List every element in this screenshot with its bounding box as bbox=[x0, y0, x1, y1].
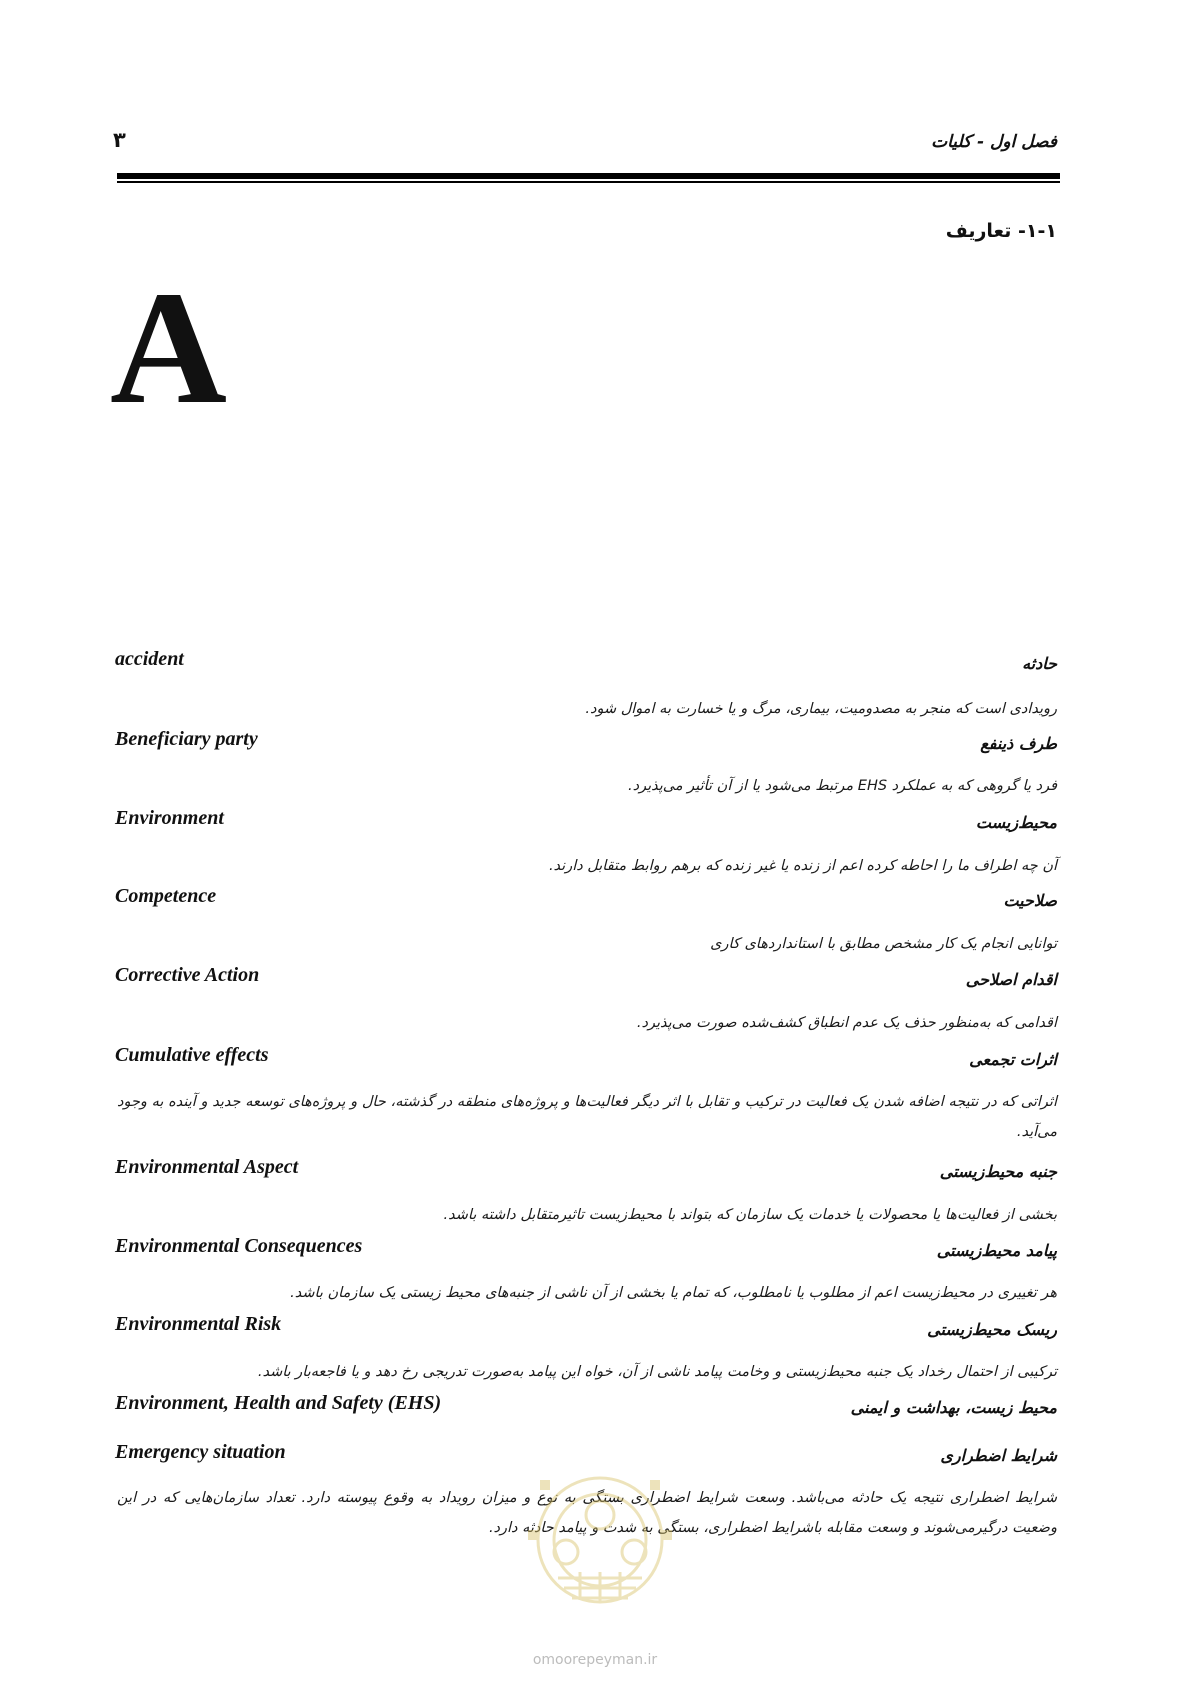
term-english: Corrective Action bbox=[115, 964, 260, 986]
section-heading: ۱-۱- تعاریف bbox=[945, 220, 1057, 242]
term-persian: محیط زیست، بهداشت و ایمنی bbox=[850, 1398, 1057, 1417]
header-rule-thick bbox=[117, 173, 1060, 179]
term-english: Cumulative effects bbox=[115, 1044, 269, 1066]
term-persian: صلاحیت bbox=[1003, 891, 1057, 910]
term-definition: شرایط اضطراری نتیجه یک حادثه می‌باشد. وسعت شرایط اضطراری بستگی به نوع و میزان رویداد به وقوع پیوسته دارد. تعداد سازمان‌هایی که در این وضعیت درگیرمی‌شوند و وسعت مقابله باشرایط اضطراری، بستگی به شدت و پیامد حادثه دارد. bbox=[117, 1490, 1057, 1536]
term-english: accident bbox=[115, 648, 184, 670]
term-definition: بخشی از فعالیت‌ها یا محصولات یا خدمات یک سازمان که بتواند با محیط‌زیست تاثیرمتقابل داشته باشد. bbox=[443, 1207, 1057, 1223]
term-english: Emergency situation bbox=[115, 1441, 286, 1463]
term-persian: محیط‌زیست bbox=[975, 813, 1057, 832]
term-persian: شرایط اضطراری bbox=[940, 1446, 1057, 1465]
term-definition: رویدادی است که منجر به مصدومیت، بیماری، مرگ و یا خسارت به اموال شود. bbox=[585, 701, 1057, 717]
page-number: ۳ bbox=[113, 128, 126, 152]
term-english: Environmental Consequences bbox=[115, 1235, 363, 1257]
term-definition: ترکیبی از احتمال رخداد یک جنبه محیط‌زیستی و وخامت پیامد ناشی از آن، خواه این پیامد به‌صورت تدریجی رخ دهد و یا فاجعه‌بار باشد. bbox=[257, 1364, 1057, 1380]
term-english: Competence bbox=[115, 885, 217, 907]
alphabet-letter: A bbox=[110, 259, 227, 438]
term-definition: اقدامی که به‌منظور حذف یک عدم انطباق کشف‌شده صورت می‌پذیرد. bbox=[636, 1015, 1057, 1031]
term-persian: جنبه محیط‌زیستی bbox=[939, 1162, 1057, 1181]
term-english: Environmental Risk bbox=[115, 1313, 282, 1335]
term-definition: فرد یا گروهی که به عملکرد EHS مرتبط می‌شود یا از آن تأثیر می‌پذیرد. bbox=[628, 778, 1057, 794]
header-rule-thin bbox=[117, 181, 1060, 183]
term-persian: حادثه bbox=[1022, 654, 1057, 673]
term-definition: هر تغییری در محیط‌زیست اعم از مطلوب یا نامطلوب، که تمام یا بخشی از آن ناشی از جنبه‌های محیط زیستی یک سازمان باشد. bbox=[290, 1285, 1057, 1301]
term-english: Beneficiary party bbox=[115, 728, 258, 750]
term-definition: آن چه اطراف ما را احاطه کرده اعم از زنده یا غیر زنده که برهم روابط متقابل دارند. bbox=[548, 858, 1057, 874]
term-persian: طرف ذینفع bbox=[980, 734, 1057, 753]
term-persian: اثرات تجمعی bbox=[969, 1050, 1057, 1069]
watermark-url: omoorepeyman.ir bbox=[532, 1652, 658, 1668]
term-definition: اثراتی که در نتیجه اضافه شدن یک فعالیت در ترکیب و تقابل با اثر دیگر فعالیت‌ها و پروژه‌های منطقه در گذشته، حال و پروژه‌های توسعه جدید و آینده به وجود می‌آید. bbox=[117, 1094, 1057, 1140]
term-english: Environmental Aspect bbox=[115, 1156, 299, 1178]
term-english: Environment bbox=[115, 807, 224, 829]
term-persian: پیامد محیط‌زیستی bbox=[936, 1241, 1057, 1260]
term-persian: اقدام اصلاحی bbox=[965, 970, 1057, 989]
chapter-title: فصل اول - کلیات bbox=[931, 132, 1057, 152]
term-english: Environment, Health and Safety (EHS) bbox=[115, 1392, 442, 1414]
gear-scales-logo-icon bbox=[500, 1460, 700, 1620]
term-definition: توانایی انجام یک کار مشخص مطابق با استانداردهای کاری bbox=[710, 936, 1057, 952]
term-persian: ریسک محیط‌زیستی bbox=[927, 1320, 1057, 1339]
